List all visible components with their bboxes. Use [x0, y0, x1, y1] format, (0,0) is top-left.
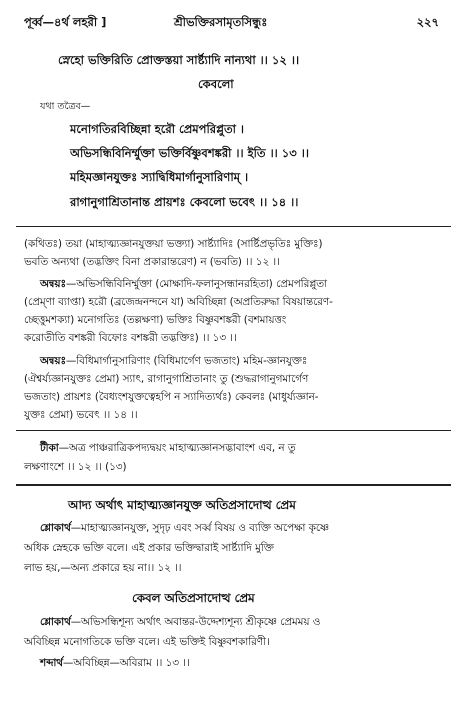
- divider-thick: [16, 484, 451, 486]
- verse-13-intro: যথা তত্রৈব—: [40, 101, 91, 112]
- shlokartha-12-line-2: অধিক স্নেহকে ভক্তি বলে। এই প্রকার ভক্তিদ্বারাই সার্ষ্ট্যাদি মুক্তি: [24, 542, 274, 554]
- header-book-title: শ্রীভক্তিরসামৃতসিন্ধুঃ: [174, 15, 268, 29]
- anvaya-label: অন্বয়ঃ: [40, 278, 66, 290]
- anvaya-13-line-1: অন্বয়ঃ—অভিসন্ধিবিনির্ম্মুক্তা (মোক্ষাদি-ফলানুসন্ধানরহিতা) প্রেমপরিপ্লুতা: [40, 278, 328, 290]
- anvaya-14-line-2: (ঐশ্বর্য্যজ্ঞানযুক্তঃ প্রেমা) স্যাৎ, রাগানুগাশ্রিতানাং তু (শুদ্ধরাগানুগমার্গেণ: [24, 373, 309, 385]
- tika-line-2: লক্ষণাংশে ।। ১২ ।। (১৩): [24, 461, 127, 473]
- kathita-line-2: ভবতি অন্যথা (তদ্ভক্তিং বিনা প্রকারান্তরেণ) ন (ভবতি) ।। ১২ ।।: [24, 256, 280, 268]
- anvaya-13-line-3: চ্ছেত্তুমশক্যা) মনোগতিঃ (তল্লক্ষণা) ভক্তিঃ বিষ্ণুবশঙ্করী (বশমায়ত্তং: [24, 314, 287, 326]
- anvaya-13-line-4: করোতীতি বশঙ্করী বিফোঃ বশঙ্করী তদ্ভক্তিঃ) ।। ১৩ ।।: [24, 332, 237, 344]
- shabdartha-label: শব্দার্থ: [40, 657, 63, 669]
- section-heading-1: আদ্য অর্থাৎ মাহাত্ম্যজ্ঞানযুক্ত অতিপ্রসাদোত্থ প্রেম: [68, 498, 296, 512]
- tika-line-1: টীকা—অত্র পাঞ্চরাত্রিকপদ্যদ্বয়ং মাহাত্ম্যজ্ঞানসদ্ভাবাংশ এব, ন তু: [40, 442, 296, 454]
- section-heading-2: কেবল অতিপ্রসাদোত্থ প্রেম: [132, 591, 255, 605]
- shabdartha-line: শব্দার্থ—অবিচ্ছিন্ন—অবিরাম ।। ১৩ ।।: [40, 657, 190, 669]
- page-number: ২২৭: [416, 15, 439, 29]
- shlokartha-12-line-3: লাভ হয়,—অন্য প্রকারে হয় না।। ১২ ।।: [24, 562, 182, 574]
- divider-top: [16, 226, 451, 227]
- tika-label: টীকা: [40, 442, 59, 454]
- verse-13-line-2: অভিসন্ধিবিনির্ম্মুক্তা ভক্তির্বিষ্ণুবশঙ্করী ।। ইতি ।। ১৩ ।।: [70, 146, 309, 160]
- shlokartha-label: শ্লোকার্থ: [40, 522, 71, 534]
- shlokartha-13-line-2: অবিচ্ছিন্ন মনোগতিকে ভক্তি বলে। এই ভক্তিই বিষ্ণুবশকারিণী।: [24, 636, 270, 648]
- running-header: [24, 14, 439, 32]
- shlokartha-label: শ্লোকার্থ: [40, 616, 71, 628]
- verse-12-kebalo: কেবলো: [198, 77, 234, 91]
- verse-12-line: স্নেহো ভক্তিরিতি প্রোক্তস্তয়া সার্ষ্ট্যাদি নান্যথা ।। ১২ ।।: [58, 53, 300, 67]
- verse-14-line-2: রাগানুগাশ্রিতানান্ত প্রায়শঃ কেবলো ভবেৎ ।। ১৪ ।।: [70, 195, 299, 209]
- anvaya-14-line-1: অন্বয়ঃ—বিধিমার্গানুসারিণাং (বিধিমার্গেণ ভজতাং) মহিম-জ্ঞানযুক্তঃ: [40, 355, 308, 367]
- shlokartha-12-line-1: শ্লোকার্থ—মাহাত্ম্যজ্ঞানযুক্ত, সুদৃঢ় এবং সর্ব্ব বিষয় ও ব্যক্তি অপেক্ষা কৃষ্ণে: [40, 522, 329, 534]
- divider-tika-top: [16, 430, 451, 431]
- anvaya-label: অন্বয়ঃ: [40, 355, 66, 367]
- verse-14-line-1: মহিমজ্ঞানযুক্তঃ স্যাদ্বিধিমার্গানুসারিণাম্ ।: [70, 170, 249, 184]
- anvaya-14-line-4: যুক্তঃ প্রেমা) ভবেৎ ।। ১৪ ।।: [24, 409, 138, 421]
- anvaya-14-line-3: ভজতাং) প্রায়শঃ (বৈধ্যংশযুক্তত্বেহপি ন স্যাদিত্যর্থঃ) কেবলঃ (মাধুর্য্যজ্ঞান-: [24, 391, 319, 403]
- verse-13-line-1: মনোগতিরবিচ্ছিন্না হরৌ প্রেমপরিপ্লুতা ।: [70, 122, 245, 136]
- shlokartha-13-line-1: শ্লোকার্থ—অভিসন্ধিশূন্য অর্থাৎ অবান্তর-উদ্দেশ্যশূন্য শ্রীকৃষ্ণে প্রেমময় ও: [40, 616, 321, 628]
- anvaya-13-line-2: (প্রেম্ণা ব্যাপ্তা) হরৌ (ব্রজেন্দ্রনন্দনে যা) অবিচ্ছিন্না (অপ্রতিরুদ্ধা বিষয়ান্তরেণ-: [24, 296, 333, 308]
- header-section: পূর্ব্ব—৪র্থ লহরী ]: [24, 15, 107, 29]
- kathita-line-1: (কথিতঃ) তয়া (মাহাত্ম্যজ্ঞানযুক্তয়া ভক্ত্যা) সার্ষ্ট্যাদিঃ (সার্ষ্টিপ্রভৃতিঃ মুক্তিঃ): [24, 238, 323, 250]
